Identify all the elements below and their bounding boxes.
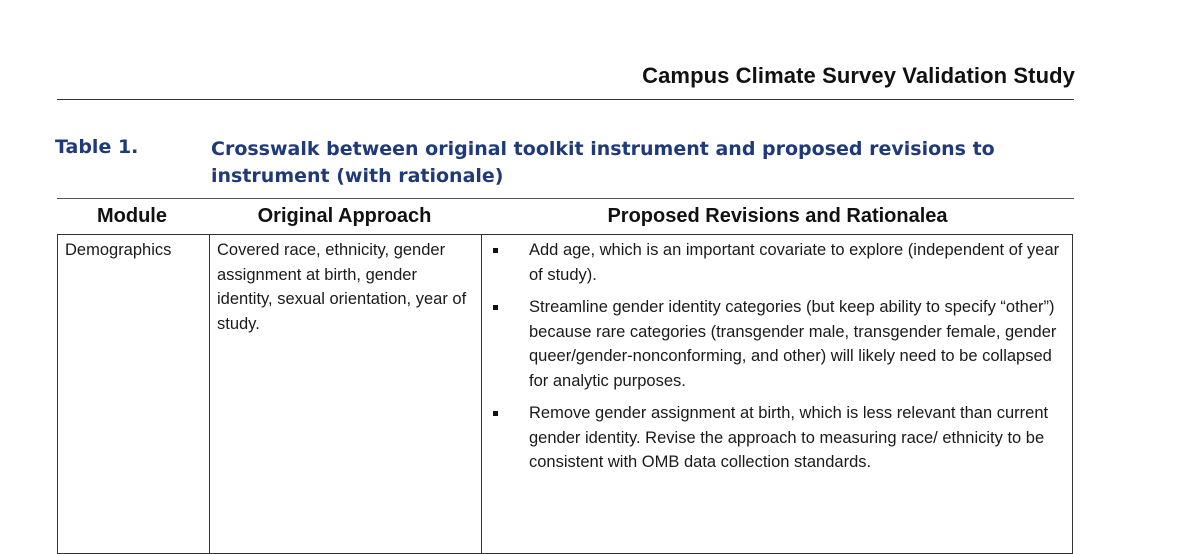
list-item — [482, 238, 1072, 287]
square-bullet-icon — [493, 305, 498, 310]
square-bullet-icon — [493, 248, 498, 253]
revision-text: Streamline gender identity categories (but keep ability to specify “other”) because rare categories (transgender male, transgender female, gender queer/gender-nonconforming, and other) will likely need to be collapsed for analytic purposes. — [529, 298, 1057, 390]
caption-rule — [57, 198, 1074, 199]
column-header-module: Module — [97, 205, 167, 227]
column-divider — [209, 235, 210, 553]
square-bullet-icon — [493, 411, 498, 416]
list-item — [482, 295, 1072, 393]
revision-text: Remove gender assignment at birth, which is less relevant than current gender identity. Revise the approach to measuring race/ ethnicity to be consistent with OMB data collection standards. — [529, 404, 1049, 471]
column-header-proposed-revisions: Proposed Revisions and Rationalea — [607, 205, 948, 227]
revisions-list — [482, 238, 1072, 483]
revision-text: Add age, which is an important covariate to explore (independent of year of study). — [529, 241, 1060, 284]
header-rule — [57, 99, 1074, 100]
original-approach-cell: Covered race, ethnicity, gender assignment at birth, gender identity, sexual orientation, year of study. — [217, 241, 467, 333]
table-label: Table 1. — [55, 136, 139, 158]
table-body — [57, 234, 1073, 554]
running-header-title: Campus Climate Survey Validation Study — [642, 63, 1075, 88]
table-caption: Crosswalk between original toolkit instrument and proposed revisions to instrument (with rationale) — [211, 138, 995, 187]
module-cell: Demographics — [65, 241, 172, 259]
column-header-original-approach: Original Approach — [257, 205, 432, 227]
list-item — [482, 401, 1072, 475]
